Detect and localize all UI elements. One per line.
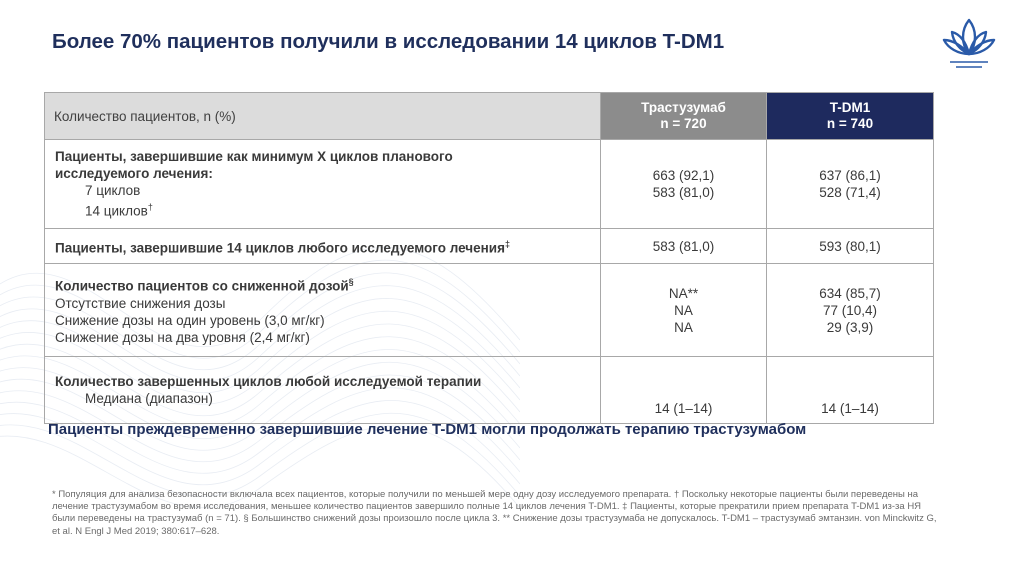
row1-tdm1 (767, 140, 934, 229)
row3-col2-v2: 77 (10,4) (822, 302, 878, 318)
row1-title-line1: Пациенты, завершившие как минимум Х циклов планового (55, 149, 453, 165)
row1-col2-v1: 637 (86,1) (819, 168, 881, 183)
table-row (45, 229, 934, 264)
row1-sub1: 7 циклов (85, 183, 141, 199)
row2-trastuzumab: 583 (81,0) (601, 229, 767, 264)
row1-title-line2: исследуемого лечения: (55, 166, 213, 182)
row3-tdm1 (767, 264, 934, 357)
results-table (44, 92, 934, 424)
row4-sub1: Медиана (диапазон) (85, 391, 213, 406)
footnote-text: * Популяция для анализа безопасности включала всех пациентов, которые получили по меньшей мере одну дозу исследуемого препарата. † Поскольку некоторые пациенты были переведены на лечение трастузумабом во время исследования, меньшее количество пациентов завершило полные 14 циклов лечения T-DM1. ‡ Пациенты, которые прекратили прием препарата T-DM1 из-за НЯ были переведены на трастузумаб (n = 71). § Большинство снижений дозы произошло после цикла 3. ** Снижение дозы трастузумаба не допускалось. T-DM1 – трастузумаб эмтанзин. von Minckwitz G, et al. N Engl J Med 2019; 380:617–628. (52, 489, 937, 537)
lotus-logo-icon (940, 14, 998, 76)
row2-title: Пациенты, завершившие 14 циклов любого исследуемого лечения (55, 240, 505, 256)
header-label: Количество пациентов, n (%) (45, 93, 601, 140)
row2-mark: ‡ (504, 238, 510, 249)
row3-label (45, 264, 601, 357)
row2-label (45, 229, 601, 264)
header-trastuzumab-n: n = 720 (660, 116, 707, 131)
row1-sub2: 14 циклов (85, 203, 148, 219)
row3-mark: § (348, 277, 354, 288)
row4-label (45, 357, 601, 424)
row1-sub2-wrap (55, 199, 594, 220)
conclusion-text: Пациенты преждевременно завершившие лечение T-DM1 могли продолжать терапию трастузумабом (48, 421, 807, 438)
row1-col1-v1: 663 (92,1) (652, 168, 715, 183)
row1-col1-v2: 583 (81,0) (652, 185, 715, 200)
row3-trastuzumab (601, 264, 767, 357)
row3-col2-v1: 634 (85,7) (819, 285, 881, 301)
table-row (45, 357, 934, 424)
table-row (45, 140, 934, 229)
header-tdm1-name: T-DM1 (829, 100, 871, 115)
row4-tdm1: 14 (1–14) (767, 357, 934, 424)
row3-title: Количество пациентов со сниженной дозой (55, 278, 349, 294)
row1-col2-v2: 528 (71,4) (819, 185, 881, 200)
row1-label (45, 140, 601, 229)
row3-sub2: Снижение дозы на один уровень (3,0 мг/кг) (55, 312, 325, 328)
row1-trastuzumab (601, 140, 767, 229)
table-header-row (45, 93, 934, 140)
header-tdm1 (767, 93, 934, 140)
slide-title: Более 70% пациентов получили в исследовании 14 циклов T-DM1 (52, 30, 725, 53)
header-trastuzumab (601, 93, 767, 140)
header-trastuzumab-name: Трастузумаб (641, 100, 726, 115)
row3-col1-v1: NA** (668, 285, 699, 301)
row3-col1-v3: NA (674, 319, 693, 335)
table-row (45, 264, 934, 357)
row4-title: Количество завершенных циклов любой исследуемой терапии (55, 374, 482, 389)
row2-tdm1: 593 (80,1) (767, 229, 934, 264)
row4-trastuzumab: 14 (1–14) (601, 357, 767, 424)
row3-sub3: Снижение дозы на два уровня (2,4 мг/кг) (55, 329, 310, 345)
row3-sub1: Отсутствие снижения дозы (55, 295, 226, 311)
row3-col2-v3: 29 (3,9) (826, 319, 874, 335)
row3-col1-v2: NA (674, 302, 693, 318)
header-tdm1-n: n = 740 (826, 116, 874, 131)
row1-sub2-mark: † (147, 202, 153, 213)
